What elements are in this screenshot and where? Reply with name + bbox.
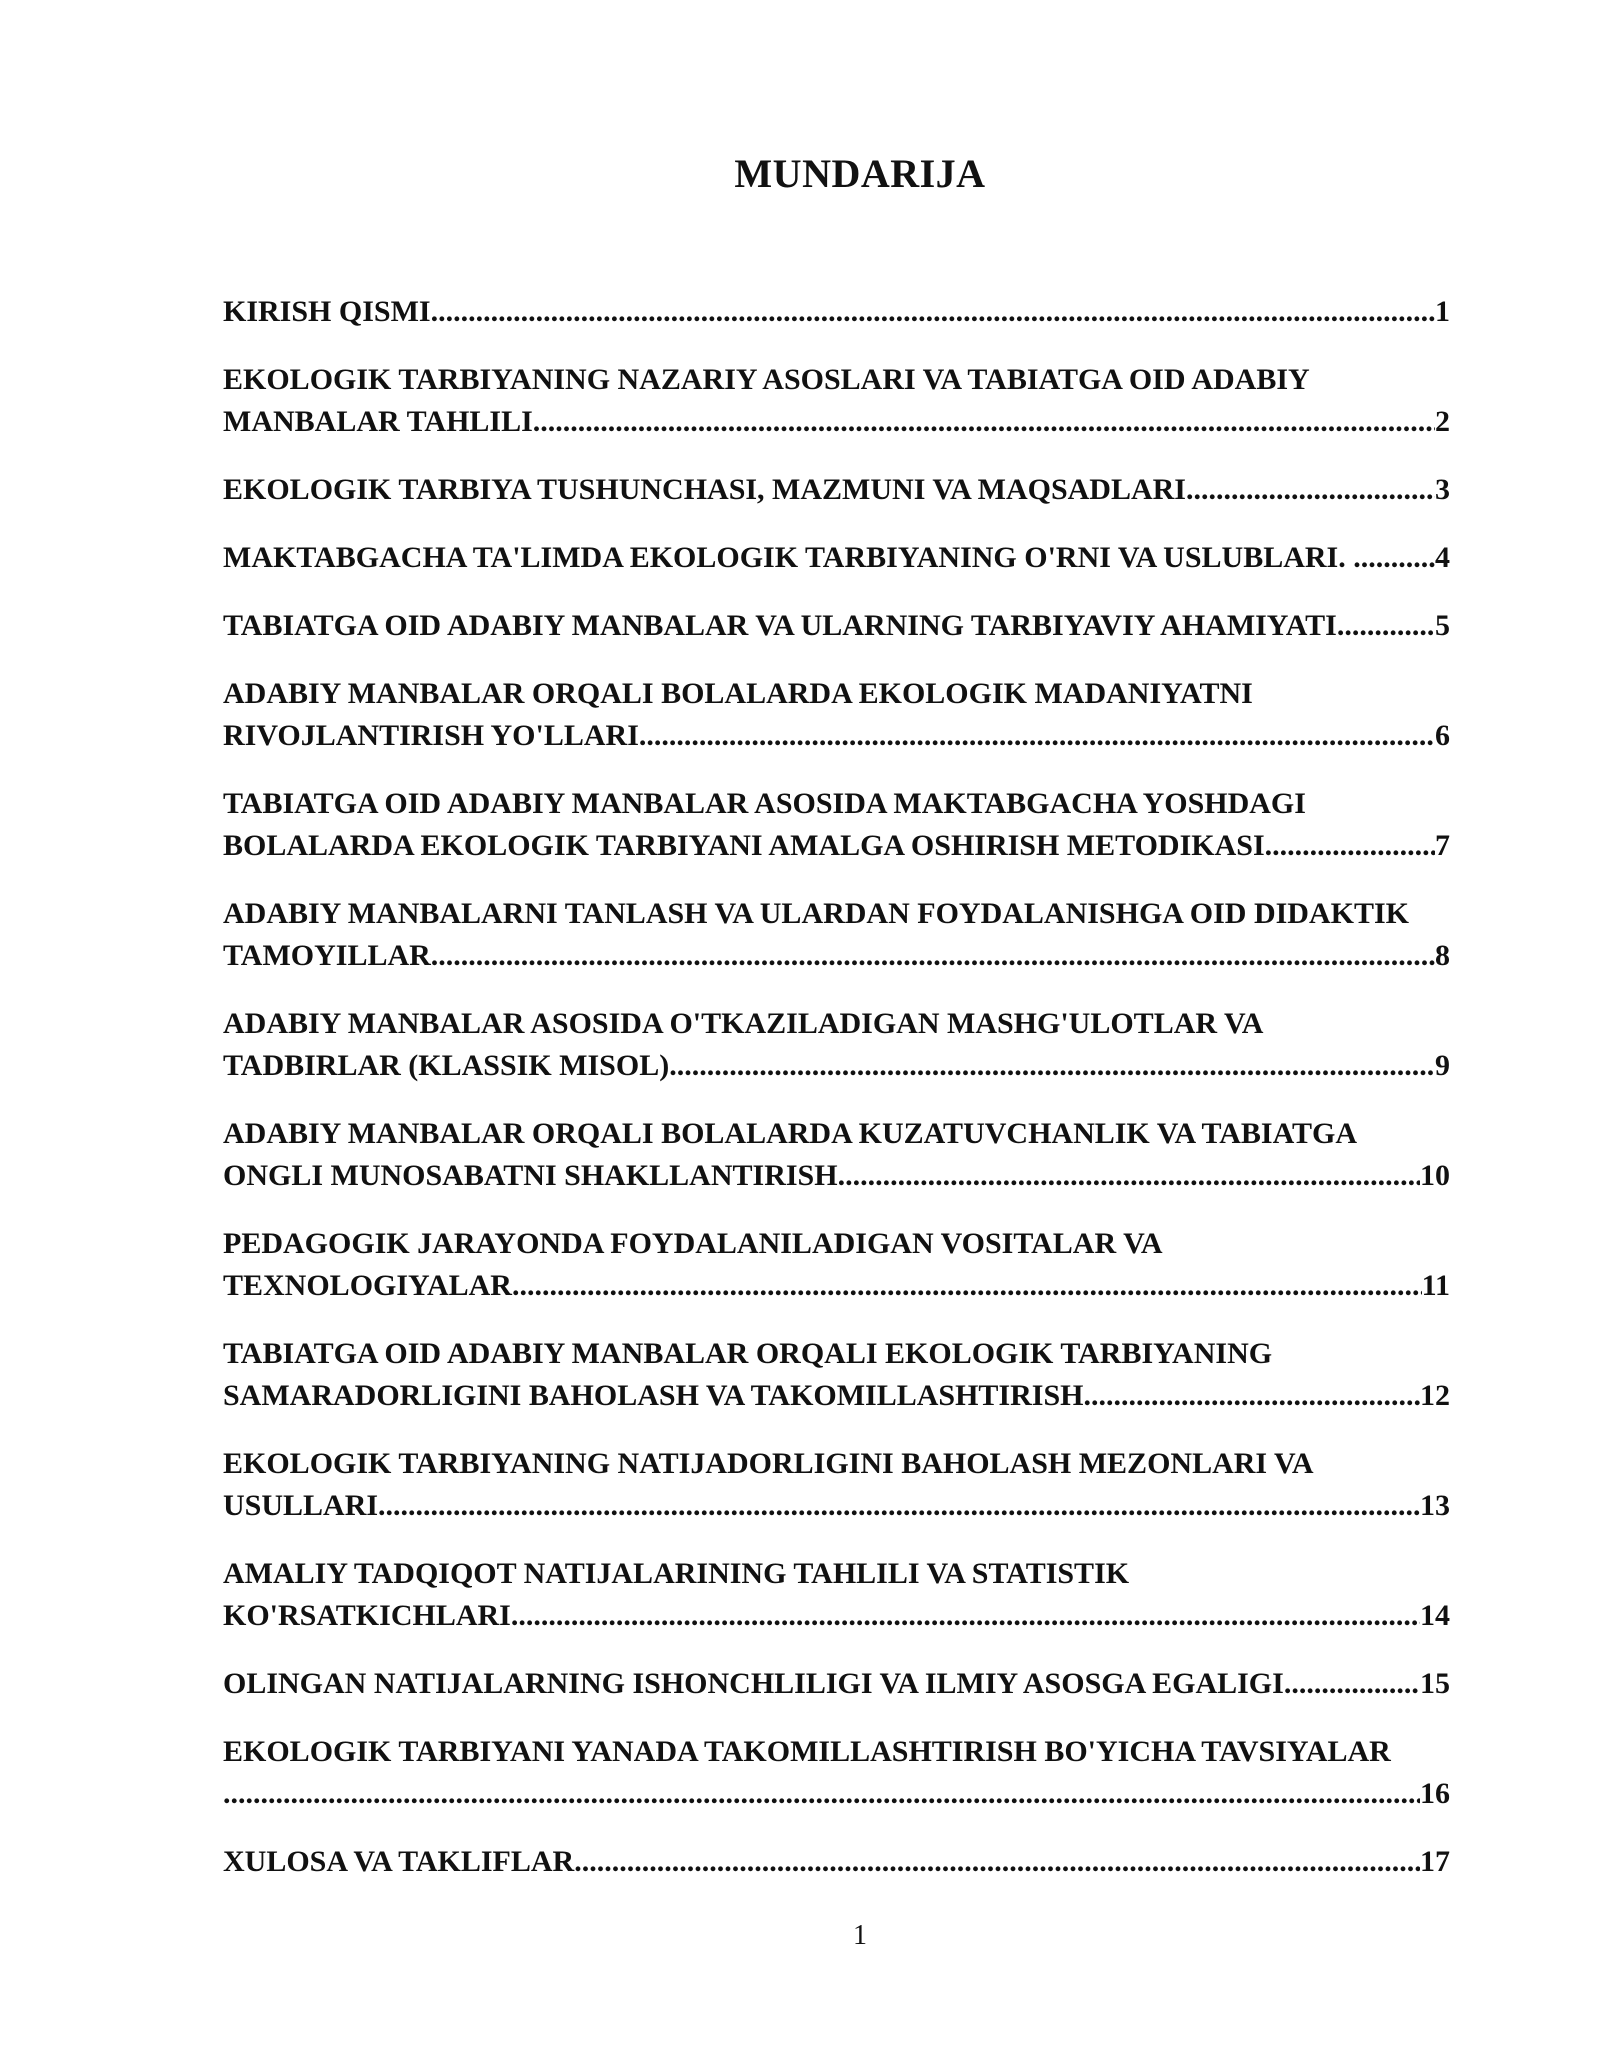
toc-entry-title: TEXNOLOGIYALAR bbox=[223, 1269, 512, 1302]
toc-entry-line: ADABIY MANBALAR ASOSIDA O'TKAZILADIGAN MASHG'ULOTLAR VA bbox=[223, 1007, 1264, 1040]
toc-entry-leader-line bbox=[223, 715, 1450, 757]
toc-entry[interactable] bbox=[223, 469, 1450, 511]
dot-leader bbox=[1186, 469, 1435, 511]
dot-leader bbox=[511, 1595, 1420, 1637]
toc-entry-title: TABIATGA OID ADABIY MANBALAR VA ULARNING TARBIYAVIY AHAMIYATI. bbox=[223, 609, 1345, 642]
toc-entry[interactable] bbox=[223, 1731, 1450, 1815]
toc-entry[interactable] bbox=[223, 1003, 1450, 1087]
toc-entry-line: EKOLOGIK TARBIYANI YANADA TAKOMILLASHTIRISH BO'YICHA TAVSIYALAR bbox=[223, 1735, 1391, 1768]
toc-entry[interactable] bbox=[223, 1113, 1450, 1197]
toc-entry-line: EKOLOGIK TARBIYANING NAZARIY ASOSLARI VA TABIATGA OID ADABIY bbox=[223, 363, 1310, 396]
toc-entry[interactable] bbox=[223, 1443, 1450, 1527]
table-of-contents bbox=[223, 291, 1450, 1909]
toc-entry-line: TABIATGA OID ADABIY MANBALAR ORQALI EKOLOGIK TARBIYANING bbox=[223, 1337, 1273, 1370]
toc-page-number: 17 bbox=[1420, 1845, 1450, 1878]
toc-entry-leader-line bbox=[223, 1265, 1450, 1307]
dot-leader bbox=[639, 715, 1435, 757]
dot-leader bbox=[223, 1773, 1420, 1815]
toc-entry-title: EKOLOGIK TARBIYA TUSHUNCHASI, MAZMUNI VA MAQSADLARI bbox=[223, 473, 1186, 506]
toc-entry-leader-line bbox=[223, 537, 1450, 579]
toc-entry-title: TADBIRLAR (KLASSIK MISOL) bbox=[223, 1049, 670, 1082]
toc-page-number: 5 bbox=[1435, 609, 1450, 642]
toc-page-number: 8 bbox=[1435, 939, 1450, 972]
toc-entry-title: MANBALAR TAHLILI bbox=[223, 405, 533, 438]
toc-entry-title: SAMARADORLIGINI BAHOLASH VA TAKOMILLASHTIRISH bbox=[223, 1379, 1084, 1412]
toc-entry-leader-line bbox=[223, 1663, 1450, 1705]
toc-entry-title: KO'RSATKICHLARI bbox=[223, 1599, 511, 1632]
toc-entry[interactable] bbox=[223, 893, 1450, 977]
dot-leader bbox=[1265, 825, 1435, 867]
toc-page-number: 14 bbox=[1420, 1599, 1450, 1632]
toc-entry[interactable] bbox=[223, 1841, 1450, 1883]
toc-entry-title: OLINGAN NATIJALARNING ISHONCHLILIGI VA ILMIY ASOSGA EGALIGI bbox=[223, 1667, 1284, 1700]
toc-entry[interactable] bbox=[223, 673, 1450, 757]
toc-page-number: 9 bbox=[1435, 1049, 1450, 1082]
toc-entry[interactable] bbox=[223, 1333, 1450, 1417]
dot-leader bbox=[512, 1265, 1422, 1307]
toc-entry[interactable] bbox=[223, 605, 1450, 647]
dot-leader bbox=[378, 1485, 1420, 1527]
toc-entry-title: BOLALARDA EKOLOGIK TARBIYANI AMALGA OSHIRISH METODIKASI bbox=[223, 829, 1265, 862]
toc-entry-line: PEDAGOGIK JARAYONDA FOYDALANILADIGAN VOSITALAR VA bbox=[223, 1227, 1163, 1260]
dot-leader bbox=[669, 1045, 1435, 1087]
toc-entry[interactable] bbox=[223, 783, 1450, 867]
toc-page-number: 10 bbox=[1420, 1159, 1450, 1192]
toc-entry-title: MAKTABGACHA TA'LIMDA EKOLOGIK TARBIYANING O'RNI VA USLUBLARI. . bbox=[223, 541, 1361, 574]
toc-entry-line: AMALIY TADQIQOT NATIJALARINING TAHLILI VA STATISTIK bbox=[223, 1557, 1130, 1590]
toc-entry[interactable] bbox=[223, 537, 1450, 579]
toc-entry[interactable] bbox=[223, 1553, 1450, 1637]
toc-page-number: 13 bbox=[1420, 1489, 1450, 1522]
toc-entry[interactable] bbox=[223, 1223, 1450, 1307]
toc-entry-title: RIVOJLANTIRISH YO'LLARI bbox=[223, 719, 639, 752]
dot-leader bbox=[431, 935, 1435, 977]
toc-page-number: 2 bbox=[1435, 405, 1450, 438]
dot-leader bbox=[533, 401, 1435, 443]
toc-entry-title: KIRISH QISMI bbox=[223, 295, 431, 328]
toc-entry-leader-line bbox=[223, 1773, 1450, 1815]
toc-page-number: 3 bbox=[1435, 473, 1450, 506]
toc-entry-leader-line bbox=[223, 291, 1450, 333]
dot-leader bbox=[431, 291, 1435, 333]
toc-entry-leader-line bbox=[223, 605, 1450, 647]
toc-entry-title: USULLARI bbox=[223, 1489, 379, 1522]
toc-page-number: 1 bbox=[1435, 295, 1450, 328]
toc-entry[interactable] bbox=[223, 291, 1450, 333]
toc-page-number: 11 bbox=[1421, 1269, 1450, 1302]
toc-entry-leader-line bbox=[223, 935, 1450, 977]
toc-page-number: 16 bbox=[1420, 1777, 1450, 1810]
toc-entry-line: ADABIY MANBALAR ORQALI BOLALARDA EKOLOGIK MADANIYATNI bbox=[223, 677, 1253, 710]
toc-entry-leader-line bbox=[223, 1485, 1450, 1527]
toc-entry[interactable] bbox=[223, 359, 1450, 443]
toc-entry-leader-line bbox=[223, 825, 1450, 867]
toc-entry-title: ONGLI MUNOSABATNI SHAKLLANTIRISH bbox=[223, 1159, 838, 1192]
page-title: MUNDARIJA bbox=[734, 151, 986, 196]
dot-leader bbox=[1344, 605, 1435, 647]
toc-page-number: 6 bbox=[1435, 719, 1450, 752]
dot-leader bbox=[838, 1155, 1420, 1197]
toc-entry-leader-line bbox=[223, 401, 1450, 443]
toc-entry-title: XULOSA VA TAKLIFLAR bbox=[223, 1845, 575, 1878]
toc-entry-leader-line bbox=[223, 1045, 1450, 1087]
dot-leader bbox=[1083, 1375, 1420, 1417]
toc-entry-leader-line bbox=[223, 1595, 1450, 1637]
toc-page-number: 15 bbox=[1420, 1667, 1450, 1700]
dot-leader bbox=[574, 1841, 1420, 1883]
toc-entry-line: EKOLOGIK TARBIYANING NATIJADORLIGINI BAHOLASH MEZONLARI VA bbox=[223, 1447, 1314, 1480]
toc-entry-title: TAMOYILLAR bbox=[223, 939, 431, 972]
dot-leader bbox=[1361, 537, 1435, 579]
dot-leader bbox=[1284, 1663, 1420, 1705]
toc-page-number: 7 bbox=[1435, 829, 1450, 862]
toc-entry[interactable] bbox=[223, 1663, 1450, 1705]
toc-entry-leader-line bbox=[223, 1155, 1450, 1197]
toc-entry-line: ADABIY MANBALARNI TANLASH VA ULARDAN FOYDALANISHGA OID DIDAKTIK bbox=[223, 897, 1409, 930]
toc-entry-line: ADABIY MANBALAR ORQALI BOLALARDA KUZATUVCHANLIK VA TABIATGA bbox=[223, 1117, 1358, 1150]
page-number: 1 bbox=[853, 1920, 867, 1951]
toc-page-number: 12 bbox=[1420, 1379, 1450, 1412]
toc-entry-leader-line bbox=[223, 469, 1450, 511]
toc-entry-leader-line bbox=[223, 1375, 1450, 1417]
toc-page-number: 4 bbox=[1435, 541, 1450, 574]
toc-entry-line: TABIATGA OID ADABIY MANBALAR ASOSIDA MAKTABGACHA YOSHDAGI bbox=[223, 787, 1306, 820]
toc-entry-leader-line bbox=[223, 1841, 1450, 1883]
